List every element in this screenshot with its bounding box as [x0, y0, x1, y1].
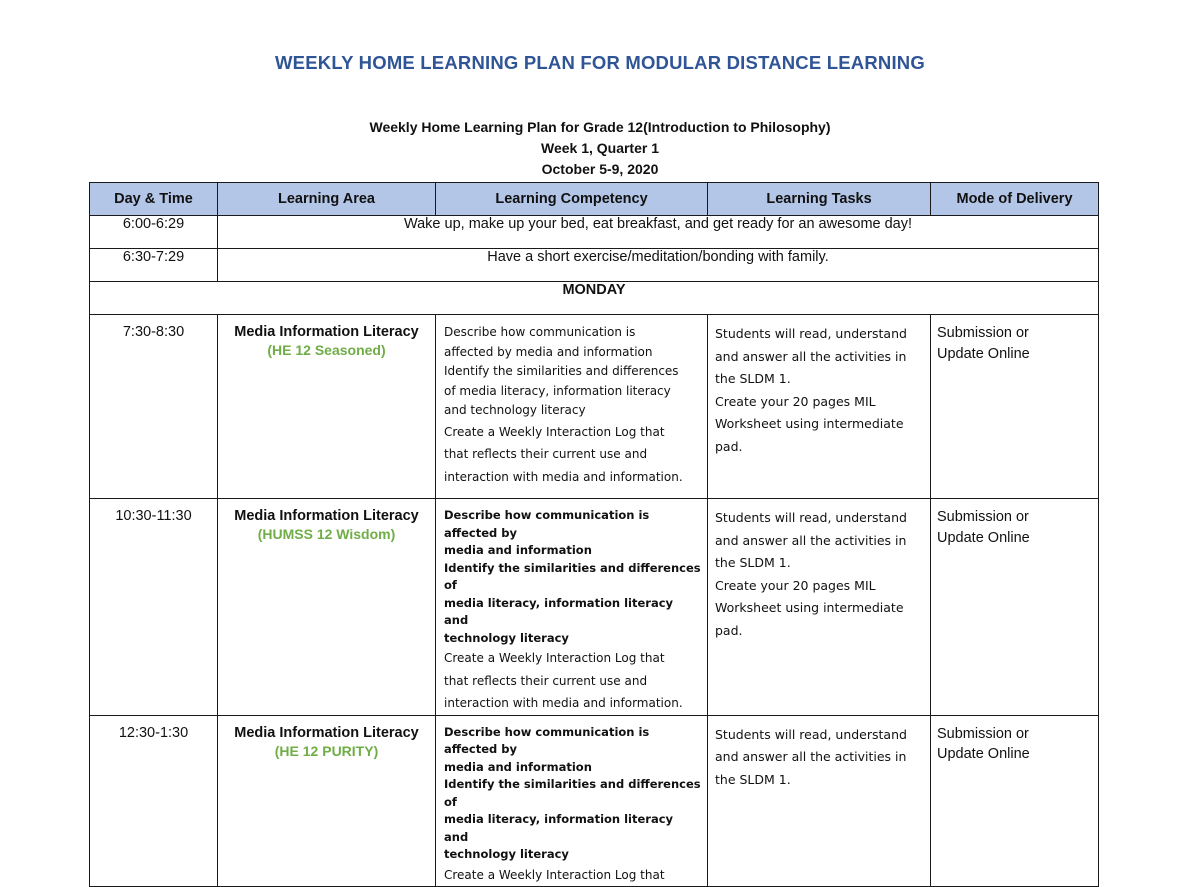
- task-line: Students will read, understand: [715, 510, 907, 525]
- competency-line: Identify the similarities and differences of: [444, 560, 701, 592]
- task-line: pad.: [715, 622, 743, 638]
- routine-text: Wake up, make up your bed, eat breakfast, and get ready for an awesome day!: [218, 216, 1099, 249]
- learning-area-cell: [218, 499, 436, 716]
- section-name: (HE 12 Seasoned): [267, 342, 386, 358]
- plan-subtitle: Weekly Home Learning Plan for Grade 12(Introduction to Philosophy): [369, 119, 831, 135]
- tasks-cell: [708, 715, 931, 887]
- competency-line: media literacy, information literacy and: [444, 595, 674, 627]
- competency-line: Create a Weekly Interaction Log that: [444, 424, 665, 439]
- routine-text: Have a short exercise/meditation/bonding with family.: [218, 249, 1099, 282]
- task-line: the SLDM 1.: [715, 555, 791, 570]
- task-line: Worksheet using intermediate: [715, 416, 904, 431]
- competency-line: Create a Weekly Interaction Log that: [444, 651, 665, 665]
- mode-cell: [931, 315, 1099, 499]
- task-line: the SLDM 1.: [715, 771, 791, 787]
- competency-line: Describe how communication is affected by: [444, 724, 650, 756]
- competency-line: media and information: [444, 543, 592, 557]
- task-line: pad.: [715, 438, 743, 454]
- routine-row: [90, 249, 1099, 282]
- competency-line: technology literacy: [444, 630, 569, 645]
- header-learning-area: Learning Area: [218, 183, 436, 216]
- page-title: WEEKLY HOME LEARNING PLAN FOR MODULAR DISTANCE LEARNING: [275, 52, 925, 73]
- competency-line: Identify the similarities and differences of: [444, 777, 701, 809]
- competency-line: that reflects their current use and: [444, 673, 648, 688]
- section-name: (HUMSS 12 Wisdom): [257, 526, 396, 542]
- routine-time: 6:30-7:29: [90, 249, 218, 282]
- competency-line: that reflects their current use and: [444, 447, 648, 461]
- mode-line: Submission or: [937, 509, 1029, 525]
- learning-area-cell: [218, 715, 436, 887]
- header-learning-tasks: Learning Tasks: [708, 183, 931, 216]
- mode-line: Update Online: [937, 345, 1030, 362]
- competency-cell: [436, 499, 708, 716]
- task-line: Create your 20 pages MIL: [715, 577, 876, 593]
- tasks-cell: [708, 499, 931, 716]
- learning-area-name: Media Information Literacy: [234, 508, 419, 524]
- time-cell: 12:30-1:30: [90, 715, 218, 887]
- day-label: MONDAY: [90, 282, 1099, 315]
- mode-line: Submission or: [937, 325, 1029, 341]
- header-learning-competency: Learning Competency: [436, 183, 708, 216]
- competency-cell: [436, 315, 708, 499]
- time-cell: 10:30-11:30: [90, 499, 218, 716]
- mode-cell: [931, 499, 1099, 716]
- competency-line: Describe how communication is affected by: [444, 508, 650, 540]
- section-name: (HE 12 PURITY): [274, 742, 379, 759]
- table-row: [90, 315, 1099, 499]
- learning-plan-table: [89, 182, 1099, 887]
- mode-cell: [931, 715, 1099, 887]
- learning-area-name: Media Information Literacy: [234, 724, 419, 741]
- task-line: Worksheet using intermediate: [715, 600, 904, 615]
- routine-row: [90, 216, 1099, 249]
- competency-line: interaction with media and information.: [444, 469, 683, 484]
- time-cell: 7:30-8:30: [90, 315, 218, 499]
- competency-line: affected by media and information: [444, 344, 653, 359]
- task-line: and answer all the activities in: [715, 749, 907, 764]
- competency-line: media literacy, information literacy and: [444, 812, 674, 844]
- competency-line: technology literacy: [444, 847, 569, 861]
- competency-line: Create a Weekly Interaction Log that: [444, 867, 665, 882]
- header-mode-of-delivery: Mode of Delivery: [931, 183, 1099, 216]
- mode-line: Update Online: [937, 529, 1030, 546]
- competency-line: Identify the similarities and differences: [444, 364, 679, 378]
- task-line: Students will read, understand: [715, 326, 907, 341]
- task-line: Students will read, understand: [715, 726, 907, 742]
- competency-line: media and information: [444, 759, 592, 774]
- routine-time: 6:00-6:29: [90, 216, 218, 249]
- task-line: and answer all the activities in: [715, 532, 907, 548]
- competency-line: and technology literacy: [444, 403, 586, 417]
- competency-cell: [436, 715, 708, 887]
- task-line: Create your 20 pages MIL: [715, 393, 876, 409]
- table-row: [90, 715, 1099, 887]
- mode-line: Submission or: [937, 725, 1029, 742]
- learning-area-cell: [218, 315, 436, 499]
- tasks-cell: [708, 315, 931, 499]
- competency-line: interaction with media and information.: [444, 696, 683, 710]
- task-line: and answer all the activities in: [715, 348, 907, 364]
- task-line: the SLDM 1.: [715, 371, 791, 386]
- learning-area-name: Media Information Literacy: [234, 324, 419, 340]
- date-range: October 5-9, 2020: [541, 161, 659, 177]
- table-row: [90, 499, 1099, 716]
- header-day-time: Day & Time: [90, 183, 218, 216]
- competency-line: of media literacy, information literacy: [444, 383, 671, 398]
- mode-line: Update Online: [937, 746, 1030, 762]
- competency-line: Describe how communication is: [444, 325, 636, 339]
- table-header-row: [90, 183, 1099, 216]
- day-row: [90, 282, 1099, 315]
- week-label: Week 1, Quarter 1: [540, 140, 660, 156]
